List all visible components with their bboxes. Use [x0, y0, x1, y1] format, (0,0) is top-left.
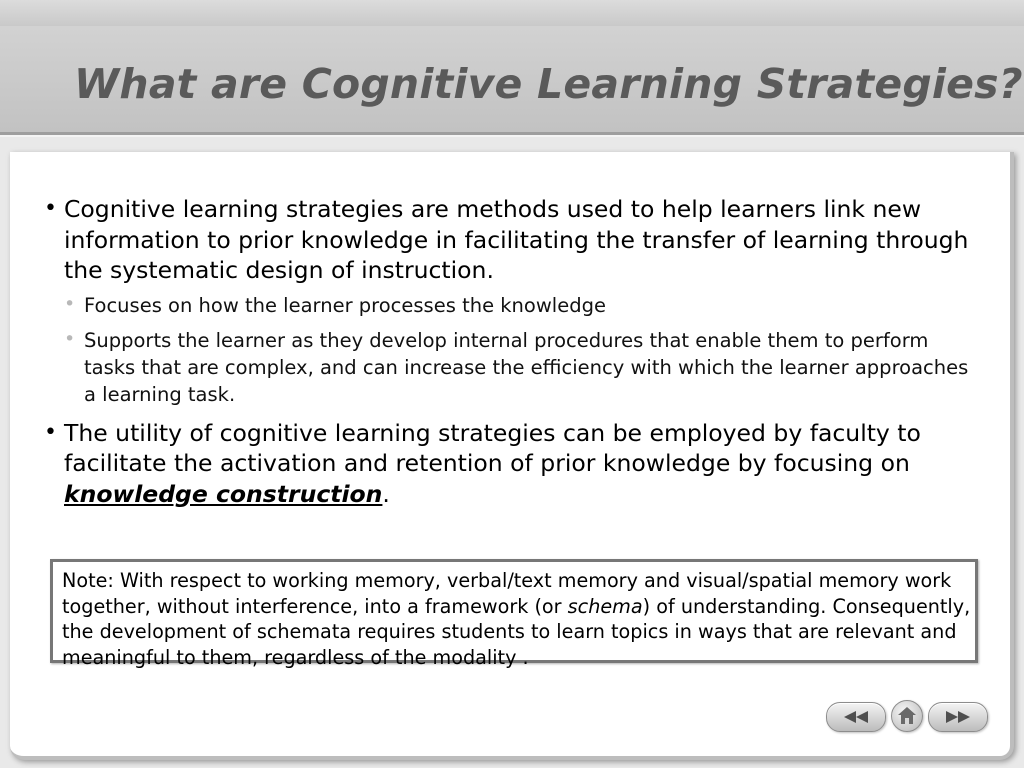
- slide-header: [0, 26, 1024, 135]
- sub-bullet-dot-icon: •: [64, 292, 76, 315]
- bullet-item: [40, 194, 970, 408]
- sub-bullet-item: [64, 327, 970, 408]
- bullet-text-end: .: [382, 479, 390, 508]
- double-right-arrow-icon: [944, 710, 972, 724]
- slide-title: What are Cognitive Learning Strategies?: [74, 60, 1023, 108]
- sub-bullet-dot-icon: •: [64, 327, 76, 350]
- bullet-text: Cognitive learning strategies are methods used to help learners link new information to prior knowledge in facilitating the transfer of learning through the systematic design of instruction.: [64, 195, 969, 284]
- bullet-dot-icon: •: [44, 419, 57, 445]
- top-strip: [0, 0, 1024, 26]
- sub-bullet-text: Supports the learner as they develop internal procedures that enable them to perform tasks that are complex, and can increase the efficiency with which the learner approaches a learning task.: [84, 328, 969, 406]
- bullet-text: The utility of cognitive learning strategies can be employed by faculty to facilitate the activation and retention of prior knowledge by focusing on: [64, 418, 921, 477]
- home-icon: [892, 701, 922, 731]
- note-text-end: ) of understanding. Consequently, the development of schemata requires students to learn topics in ways that are relevant and meaningful to them, regardless of the modality .: [62, 594, 971, 669]
- note-text: Note: With respect to working memory, verbal/text memory and visual/spatial memory work together, without interference, into a framework (or: [62, 569, 952, 618]
- bullet-item: [40, 418, 970, 510]
- previous-button[interactable]: [826, 702, 886, 732]
- next-button[interactable]: [928, 702, 988, 732]
- bullet-list: [40, 194, 970, 509]
- sub-bullet-list: [64, 292, 970, 408]
- note-italic: schema: [567, 594, 643, 618]
- sub-bullet-text: Focuses on how the learner processes the knowledge: [84, 293, 606, 317]
- home-button[interactable]: [891, 700, 923, 732]
- note-box: [50, 559, 978, 669]
- sub-bullet-item: [64, 292, 970, 319]
- emphasis-text: knowledge construction: [64, 479, 383, 508]
- double-left-arrow-icon: [842, 710, 870, 724]
- bullet-dot-icon: •: [44, 196, 57, 221]
